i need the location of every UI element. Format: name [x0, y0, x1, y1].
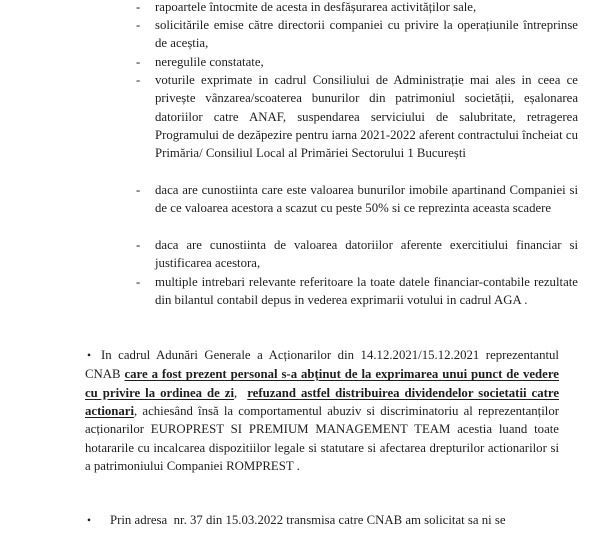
list-item [136, 0, 578, 16]
paragraph-run-bold-underline: care a fost prezent personal s-a abținut de la exprimarea unui punct de vedere cu privire la ordinea de zi [85, 367, 559, 400]
bullet-marker: • [87, 515, 92, 527]
dash-marker: - [136, 18, 141, 32]
dash-marker: - [136, 238, 141, 252]
paragraph-run: , [234, 385, 248, 400]
list-item-text: daca are cunostiinta care este valoarea bunurilor imobile apartinand Companiei si de ce valoarea acestora a scazut cu peste 50% si ce reprezinta aceasta scadere [155, 183, 578, 216]
paragraph-run-bold-underline: refuzand astfel distribuirea dividendelor societatii catre actionari [85, 385, 559, 419]
list-item [136, 273, 578, 310]
list-item-text: rapoartele întocmite de acesta in desfășurarea activităților sale, [155, 0, 477, 14]
bullet-paragraph-aga [85, 346, 559, 475]
list-item [136, 16, 578, 53]
list-item [136, 236, 578, 273]
paragraph-run: In cadrul Adunări Generale a Acționarilor din 14.12.2021/15.12.2021 reprezentantul CNAB [85, 348, 559, 382]
dash-marker: - [136, 73, 141, 87]
dash-marker: - [136, 183, 141, 197]
paragraph-run: , achiesând însă la comportamentul abuziv si discriminatoriu al reprezentanților acționarilor EUROPREST SI PREMIUM MANAGEMENT TEAM acestia luand toate hotararile cu incalcarea dispozitiilor legale si statutare si afectarea drepturilor actionarilor si a patrimoniului Companiei ROMPREST . [85, 404, 559, 474]
bullet-marker: • [87, 350, 92, 362]
dash-marker: - [136, 0, 141, 14]
list-item [136, 53, 578, 71]
list-item-text: multiple intrebari relevante referitoare la toate datele financiar-contabile rezultate din bilantul contabil depus in vederea exprimarii votului in cadrul AGA . [155, 275, 578, 308]
paragraph-run: Prin adresa nr. 37 din 15.03.2022 transmisa catre CNAB am solicitat sa ni se [110, 513, 506, 527]
list-item-text: daca are cunostiinta de valoarea datoriilor aferente exercitiului financiar si justificarea acestora, [155, 238, 578, 271]
list-item [136, 181, 578, 218]
list-item-text: neregulile constatate, [155, 55, 264, 69]
list-item [136, 71, 578, 163]
list-item-text: voturile exprimate in cadrul Consiliului de Administrație mai ales in ceea ce privește vânzarea/scoaterea bunurilor din patrimoniul societății, eșalonarea datoriilor catre ANAF, suspendarea serviciului de salubritate, retragerea Programului de dezăpezire pentru iarna 2021-2022 aferent contractului încheiat cu Primăria/ Consiliul Local al Primăriei Sectorului 1 București [155, 73, 578, 161]
bullet-paragraph-adresa [85, 511, 559, 530]
dash-marker: - [136, 55, 141, 69]
dash-marker: - [136, 275, 141, 289]
list-item-text: solicitările emise către directorii companiei cu privire la operațiunile întreprinse de aceștia, [155, 18, 578, 51]
